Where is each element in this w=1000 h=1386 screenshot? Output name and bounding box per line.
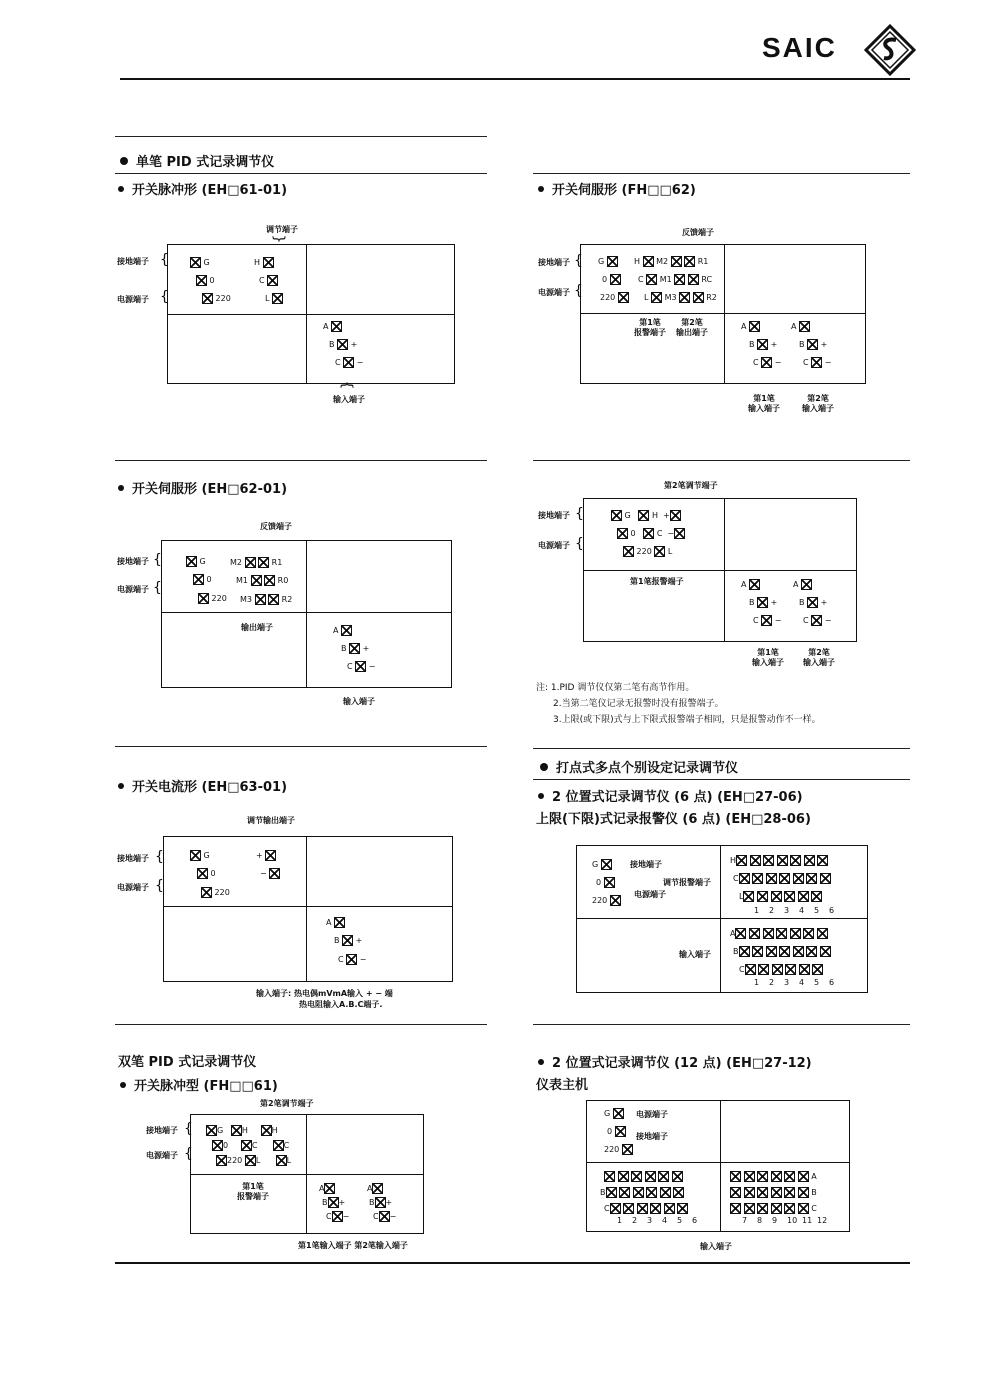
label-ground: 接地端子 [630, 860, 662, 869]
label-input-1: 第1笔 输入端子 [748, 394, 780, 413]
label-alarm-1: 第1笔 报警端子 [634, 318, 666, 337]
label-input-2: 第2笔 输入端子 [803, 648, 835, 667]
label-ground: 接地端子 [117, 257, 149, 266]
label-input-2: 第2笔 输入端子 [802, 394, 834, 413]
diagram-title: 开关脉冲形 (EH□61-01) [118, 179, 287, 198]
terminal-g: G [604, 1108, 624, 1119]
note-3: 3.上限(或下限)式与上下限式报警端子相同，只是报警动作不一样。 [553, 715, 821, 725]
terminal-a-1: A [319, 1183, 335, 1194]
label-input: 输入端子 [333, 395, 365, 404]
terminal-g: G [190, 257, 210, 268]
terminal-0: 0 [193, 574, 212, 585]
terminal-row-1: H M2 R1 [634, 257, 709, 266]
label-input: 输入端子 [343, 697, 375, 706]
terminal-b-2: B + [369, 1198, 393, 1207]
label-ground: 接地端子 [538, 511, 570, 520]
panel-frame [576, 845, 868, 993]
terminal-row-1: G H + [611, 510, 681, 521]
saic-logo-icon [864, 24, 916, 76]
terminal-0: 0 [196, 275, 215, 286]
label-input-b: 热电阻输入A.B.C端子. [299, 1000, 383, 1009]
terminal-row-a-left [604, 1171, 683, 1182]
terminal-plus: + [256, 850, 276, 861]
label-ground: 接地端子 [117, 854, 149, 863]
terminal-g: G [598, 256, 618, 267]
terminal-c-1: C − [753, 616, 782, 625]
label-power: 电源端子 [117, 585, 149, 594]
terminal-220: 220 [198, 593, 227, 604]
terminal-c-minus: C − [335, 358, 364, 367]
label-top: 反馈端子 [682, 228, 714, 237]
terminal-a-2: A [793, 579, 812, 590]
diagram-title: 2 位置式记录调节仪 (12 点) (EH□27-12) [538, 1052, 812, 1071]
terminal-220: 220 [604, 1144, 633, 1155]
section-rule [115, 136, 487, 137]
terminal-g: G [592, 859, 612, 870]
label-input-1: 第1笔 输入端子 [752, 648, 784, 667]
label-power: 电源端子 [117, 883, 149, 892]
terminal-c-1: C − [326, 1212, 350, 1221]
terminal-220: 220 [201, 887, 230, 898]
section-rule [115, 1024, 487, 1025]
label-power: 电源端子 [117, 295, 149, 304]
note-2: 2.当第二笔仪记录无报警时没有报警端子。 [553, 699, 724, 709]
terminal-b-1: B + [749, 340, 778, 349]
terminal-h: H [254, 257, 274, 268]
saic-logo-text: SAIC [762, 32, 837, 63]
footer-rule [115, 1262, 910, 1264]
label-output-2: 第2笔 输出端子 [676, 318, 708, 337]
label-input: 第1笔输入端子 第2笔输入端子 [298, 1241, 408, 1250]
terminal-220: 220 [600, 292, 629, 303]
diagram-subtitle: 仪表主机 [536, 1078, 589, 1093]
terminal-c: C [259, 275, 278, 286]
terminal-0: 0 [602, 274, 621, 285]
terminal-row-1: G H H [206, 1125, 278, 1136]
terminal-row-c-left: C [604, 1203, 688, 1214]
label-top: 调节输出端子 [247, 816, 295, 825]
terminal-c-2: C − [373, 1212, 397, 1221]
terminal-row-2: 0 C C [212, 1140, 289, 1151]
label-ground: 接地端子 [117, 557, 149, 566]
diagram-subtitle: 上限(下限)式记录报警仪 (6 点) (EH□28-06) [536, 812, 811, 827]
terminal-220: 220 [202, 293, 231, 304]
column-numbers-bottom: 1 2 3 4 5 6 [754, 978, 835, 987]
header-rule [120, 78, 910, 80]
section-rule [533, 779, 910, 780]
terminal-b-2: B + [799, 598, 828, 607]
terminal-l: L [265, 293, 283, 304]
terminal-b: B + [329, 340, 358, 349]
label-power: 电源端子 [634, 890, 666, 899]
diagram-title: 开关伺服形 (FH□□62) [538, 179, 696, 198]
label-top: 第2笔调节端子 [260, 1099, 314, 1108]
terminal-c: C − [347, 662, 376, 671]
section-rule [533, 460, 910, 461]
terminal-a-2: A [791, 321, 810, 332]
label-ground: 接地端子 [146, 1126, 178, 1135]
terminal-a: A [323, 321, 342, 332]
column-numbers-top: 1 2 3 4 5 6 [754, 906, 835, 915]
terminal-row-a-right: A [730, 1171, 817, 1182]
column-numbers-right: 7 8 9 10 11 12 [742, 1216, 828, 1225]
terminal-row-2: C M1 RC [638, 275, 713, 284]
terminal-row-b-left: B [600, 1187, 684, 1198]
label-alarm: 第1笔报警端子 [630, 577, 684, 586]
terminal-row-a: A [730, 928, 828, 939]
note-1: 注: 1.PID 调节仪仅第二笔有高节作用。 [536, 683, 695, 693]
diagram-title: 开关伺服形 (EH□62-01) [118, 478, 287, 497]
label-reg-alarm: 调节报警端子 [663, 878, 711, 887]
section-title-multi-point: 打点式多点个别设定记录调节仪 [540, 757, 738, 776]
label-ground: 接地端子 [538, 258, 570, 267]
label-top: 调节端子 [266, 225, 298, 234]
section-rule [115, 460, 487, 461]
terminal-a: A [333, 625, 352, 636]
label-input-a: 输入端子: 热电偶mVmA输入 + − 端 [256, 989, 393, 998]
terminal-b: B + [341, 644, 370, 653]
terminal-b-2: B + [799, 340, 828, 349]
section-title-dual-pid: 双笔 PID 式记录调节仪 [118, 1055, 257, 1070]
terminal-row-h: H [730, 855, 828, 866]
terminal-row-c-right: C [730, 1203, 817, 1214]
terminal-row-b-right: B [730, 1187, 817, 1198]
terminal-220: 220 [592, 895, 621, 906]
column-numbers-left: 1 2 3 4 5 6 [617, 1216, 698, 1225]
section-rule [533, 1024, 910, 1025]
terminal-0: 0 [607, 1126, 626, 1137]
terminal-minus: − [260, 868, 280, 879]
label-power: 电源端子 [538, 541, 570, 550]
terminal-c-1: C − [753, 358, 782, 367]
terminal-c-2: C − [803, 616, 832, 625]
terminal-a-1: A [741, 579, 760, 590]
label-power: 电源端子 [636, 1110, 668, 1119]
section-rule [115, 173, 487, 174]
terminal-g: G [186, 556, 206, 567]
terminal-row-3: 220 L L [216, 1155, 291, 1166]
label-power: 电源端子 [538, 288, 570, 297]
label-input: 输入端子 [679, 950, 711, 959]
terminal-b: B + [334, 936, 363, 945]
label-ground: 接地端子 [636, 1132, 668, 1141]
terminal-b-1: B + [749, 598, 778, 607]
terminal-b-1: B + [322, 1198, 346, 1207]
section-title-single-pid: 单笔 PID 式记录调节仪 [120, 151, 274, 170]
terminal-a: A [326, 917, 345, 928]
label-alarm: 第1笔 报警端子 [237, 1182, 269, 1201]
diagram-title: 2 位置式记录调节仪 (6 点) (EH□27-06) [538, 786, 803, 805]
terminal-row-b: B [733, 946, 831, 957]
diagram-title: 开关电流形 (EH□63-01) [118, 776, 287, 795]
terminal-row-3: 220 L [623, 546, 672, 557]
terminal-row-2: 0 C − [617, 528, 685, 539]
label-input: 输入端子 [700, 1242, 732, 1251]
label-top: 第2笔调节端子 [664, 481, 718, 490]
terminal-a-1: A [741, 321, 760, 332]
terminal-c-2: C − [803, 358, 832, 367]
terminal-row-c: C [733, 873, 831, 884]
terminal-g: G [190, 850, 210, 861]
terminal-a-2: A [367, 1183, 383, 1194]
label-power: 电源端子 [146, 1151, 178, 1160]
label-output: 输出端子 [241, 623, 273, 632]
terminal-row-c2: C [739, 964, 823, 975]
terminal-0: 0 [596, 877, 615, 888]
terminal-0: 0 [197, 868, 216, 879]
terminal-row-3: L M3 R2 [644, 293, 717, 302]
label-top: 反馈端子 [260, 522, 292, 531]
terminal-c: C − [338, 955, 367, 964]
terminal-row-2: M1 R0 [236, 576, 289, 585]
section-rule [115, 746, 487, 747]
diagram-title: 开关脉冲型 (FH□□61) [120, 1075, 278, 1094]
section-rule [533, 748, 910, 749]
terminal-row-l: L [739, 891, 822, 902]
section-rule [533, 173, 910, 174]
terminal-row-1: M2 R1 [230, 558, 283, 567]
terminal-row-3: M3 R2 [240, 595, 293, 604]
